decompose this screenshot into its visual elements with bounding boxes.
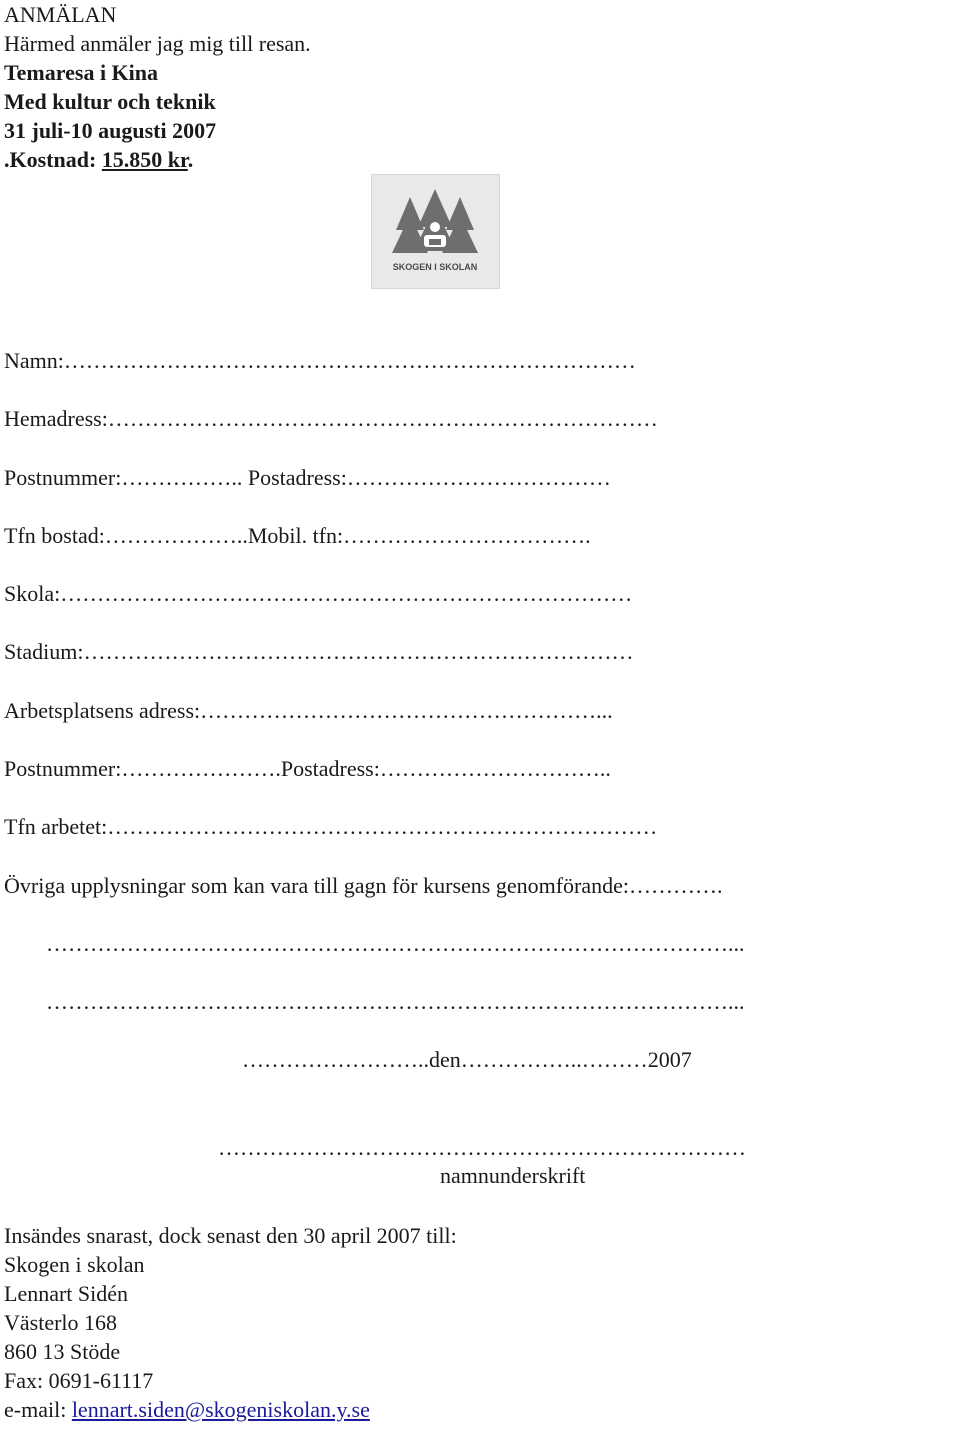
address-org: Skogen i skolan bbox=[4, 1252, 145, 1277]
skogen-i-skolan-logo bbox=[371, 174, 500, 289]
field-postnummer-postadress[interactable]: Postnummer:…………….. Postadress:……………………………… bbox=[4, 465, 611, 490]
signature-label: namnunderskrift bbox=[440, 1163, 586, 1188]
field-arbetsplatsens-adress[interactable]: Arbetsplatsens adress:………………………………………………... bbox=[4, 698, 613, 723]
field-stadium[interactable]: Stadium:………………………………………………………………… bbox=[4, 639, 634, 664]
email-label: e-mail: bbox=[4, 1397, 72, 1422]
trip-subtitle: Med kultur och teknik bbox=[4, 89, 216, 114]
submit-instructions: Insändes snarast, dock senast den 30 april 2007 till: bbox=[4, 1223, 457, 1248]
trees-child-logo-icon bbox=[372, 175, 499, 288]
signature-line[interactable]: ……………………………………………………………… bbox=[218, 1135, 746, 1160]
field-hemadress[interactable]: Hemadress:………………………………………………………………… bbox=[4, 406, 658, 431]
cost-amount: 15.850 kr bbox=[101, 147, 188, 172]
field-skola[interactable]: Skola:…………………………………………………………………… bbox=[4, 581, 633, 606]
cost-suffix: . bbox=[187, 147, 194, 172]
field-postnummer-postadress-arbete[interactable]: Postnummer:………………….Postadress:………………………….. bbox=[4, 756, 611, 781]
logo-text: SKOGEN I SKOLAN bbox=[392, 262, 478, 272]
field-tfn-arbetet[interactable]: Tfn arbetet:………………………………………………………………… bbox=[4, 814, 658, 839]
intro-text: Härmed anmäler jag mig till resan. bbox=[4, 31, 311, 56]
date-line[interactable]: ……………………..den……………..………2007 bbox=[242, 1047, 692, 1072]
trip-cost bbox=[4, 145, 193, 174]
field-namn[interactable]: Namn:…………………………………………………………………… bbox=[4, 348, 636, 373]
address-postal: 860 13 Stöde bbox=[4, 1339, 121, 1364]
email-row bbox=[4, 1395, 370, 1424]
email-link[interactable]: lennart.siden@skogeniskolan.y.se bbox=[71, 1397, 370, 1422]
field-tfn-mobil[interactable]: Tfn bostad:………………..Mobil. tfn:……………………………. bbox=[4, 523, 591, 548]
fax-number: Fax: 0691-61117 bbox=[4, 1368, 154, 1393]
trip-dates: 31 juli-10 augusti 2007 bbox=[4, 118, 217, 143]
cost-prefix: .Kostnad: bbox=[4, 147, 102, 172]
field-extra-line-2[interactable]: …………………………………………………………………………………... bbox=[46, 989, 745, 1014]
trip-title: Temaresa i Kina bbox=[4, 60, 159, 85]
address-street: Västerlo 168 bbox=[4, 1310, 118, 1335]
field-ovriga-upplysningar[interactable]: Övriga upplysningar som kan vara till gagn för kursens genomförande:…………. bbox=[4, 873, 723, 898]
title-anmalan: ANMÄLAN bbox=[4, 2, 117, 27]
field-extra-line-1[interactable]: …………………………………………………………………………………... bbox=[46, 931, 745, 956]
address-name: Lennart Sidén bbox=[4, 1281, 129, 1306]
